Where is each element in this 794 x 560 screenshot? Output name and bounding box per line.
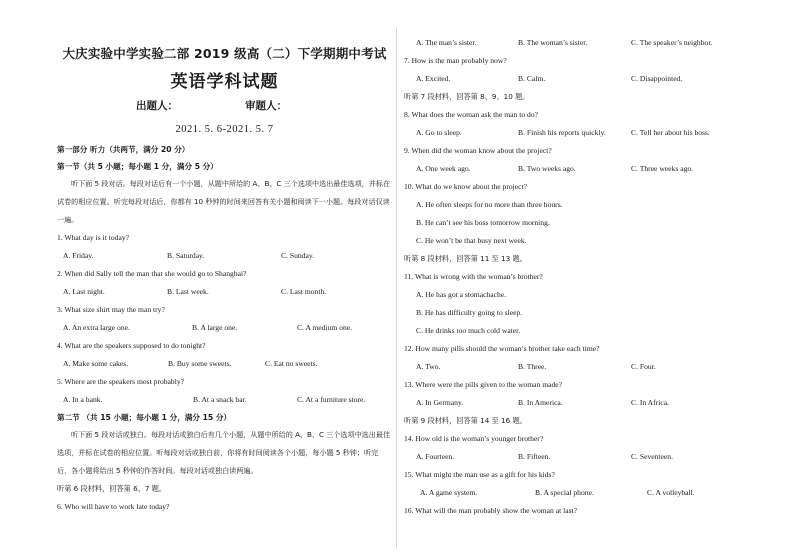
question-14-options	[404, 448, 779, 466]
material-8-instruction: 听第 8 段材料，回答第 11 至 13 题。	[404, 254, 527, 263]
option-b: B. Three.	[518, 362, 547, 371]
question-1-options	[57, 247, 392, 265]
option-c: C. Tell her about his boss.	[631, 128, 710, 137]
question-11-option-c: C. He drinks too much cold water.	[416, 326, 521, 335]
option-b: B. Two weeks ago.	[518, 164, 576, 173]
option-c: C. Sunday.	[281, 251, 315, 260]
question-11-option-b: B. He has difficulty going to sleep.	[416, 308, 523, 317]
column-divider	[396, 28, 397, 548]
question-2-options	[57, 283, 392, 301]
material-9-instruction: 听第 9 段材料，回答第 14 至 16 题。	[404, 416, 527, 425]
question-10-option-c: C. He won’t be that busy next week.	[416, 236, 527, 245]
question-16: 16. What will the man probably show the woman at last?	[404, 506, 578, 515]
question-10-option-b: B. He can’t see his boss tomorrow morning.	[416, 218, 550, 227]
option-c: C. Disappointed.	[631, 74, 683, 83]
option-a: A. Friday.	[63, 251, 94, 260]
option-b: B. Last week.	[167, 287, 209, 296]
question-15-options	[404, 484, 779, 502]
option-a: A. Two.	[416, 362, 441, 371]
section2-heading: 第二节 （共 15 小题；每小题 1 分，满分 15 分）	[57, 413, 232, 422]
question-13-options	[404, 394, 779, 412]
question-8: 8. What does the woman ask the man to do?	[404, 110, 538, 119]
question-7: 7. How is the man probably now?	[404, 56, 507, 65]
option-b: B. Finish his reports quickly.	[518, 128, 606, 137]
option-a: A. Make some cakes.	[63, 359, 129, 368]
option-c: C. Eat no sweets.	[265, 359, 318, 368]
question-12-options	[404, 358, 779, 376]
option-b: B. A large one.	[192, 323, 238, 332]
option-c: C. Last month.	[281, 287, 327, 296]
question-6-options	[404, 34, 779, 52]
option-c: C. At a furniture store.	[297, 395, 366, 404]
option-a: A. One week ago.	[416, 164, 471, 173]
option-b: B. Fifteen.	[518, 452, 551, 461]
question-2: 2. When did Sally tell the man that she would go to Shanghai?	[57, 269, 247, 278]
option-a: A. A game system.	[420, 488, 478, 497]
question-8-options	[404, 124, 779, 142]
question-10-option-a: A. He often sleeps for no more than three hours.	[416, 200, 563, 209]
material-6-instruction: 听第 6 段材料，回答第 6、7 题。	[57, 484, 167, 493]
question-13: 13. Where were the pills given to the woman made?	[404, 380, 563, 389]
option-a: A. In Germany.	[416, 398, 464, 407]
question-1: 1. What day is it today?	[57, 233, 129, 242]
question-3-options	[57, 319, 392, 337]
option-c: C. A medium one.	[297, 323, 353, 332]
exam-date: 2021. 5. 6-2021. 5. 7	[175, 124, 274, 135]
option-c: C. In Africa.	[631, 398, 669, 407]
question-11-option-a: A. He has got a stomachache.	[416, 290, 507, 299]
option-b: B. A special phone.	[535, 488, 594, 497]
question-15: 15. What might the man use as a gift for his kids?	[404, 470, 555, 479]
option-b: B. Buy some sweets.	[168, 359, 232, 368]
section2-instructions: 听下面 5 段对话或独白。每段对话或独白后有几个小题，从题中所给的 A、B、C 三个选项中选出最佳选项，并标在试卷的相应位置。听每段对话或独白前，你将有时间阅读各个小题，每小题 5 秒钟；听完后，各小题将给出 5 秒钟的作答时间。每段对话或独白读两遍。	[57, 430, 391, 475]
question-4-options	[57, 355, 392, 373]
question-6: 6. Who will have to work late today?	[57, 502, 170, 511]
question-9-options	[404, 160, 779, 178]
option-a: A. An extra large one.	[63, 323, 130, 332]
exam-subtitle: 英语学科试题	[170, 72, 279, 92]
option-b: B. The woman’s sister.	[518, 38, 588, 47]
question-4: 4. What are the speakers supposed to do tonight?	[57, 341, 206, 350]
author-label: 出题人：	[136, 100, 178, 112]
option-a: A. Go to sleep.	[416, 128, 462, 137]
question-9: 9. When did the woman know about the project?	[404, 146, 552, 155]
option-b: B. At a snack bar.	[193, 395, 247, 404]
left-column	[57, 34, 392, 516]
option-a: A. Last night.	[63, 287, 105, 296]
right-column	[404, 34, 779, 520]
option-c: C. Seventeen.	[631, 452, 673, 461]
option-b: B. Saturday.	[167, 251, 205, 260]
reviewer-label: 审题人：	[245, 100, 287, 112]
question-5-options	[57, 391, 392, 409]
option-a: A. The man’s sister.	[416, 38, 477, 47]
question-5: 5. Where are the speakers most probably?	[57, 377, 185, 386]
exam-title: 大庆实验中学实验二部 2019 级高（二）下学期期中考试	[62, 46, 387, 61]
question-12: 12. How many pills should the woman’s brother take each time?	[404, 344, 600, 353]
question-7-options	[404, 70, 779, 88]
part1-heading: 第一部分 听力（共两节，满分 20 分）	[57, 145, 190, 154]
question-14: 14. How old is the woman’s younger brother?	[404, 434, 544, 443]
option-b: B. Calm.	[518, 74, 546, 83]
option-c: C. The speaker’s neighbor.	[631, 38, 713, 47]
option-c: C. A volleyball.	[647, 488, 695, 497]
question-11: 11. What is wrong with the woman’s brother?	[404, 272, 543, 281]
option-c: C. Three weeks ago.	[631, 164, 694, 173]
option-a: A. Fourteen.	[416, 452, 455, 461]
section1-heading: 第一节（共 5 小题；每小题 1 分，满分 5 分）	[57, 162, 218, 171]
question-10: 10. What do we know about the project?	[404, 182, 528, 191]
option-c: C. Four.	[631, 362, 656, 371]
question-3: 3. What size shirt may the man try?	[57, 305, 165, 314]
option-b: B. In America.	[518, 398, 563, 407]
material-7-instruction: 听第 7 段材料，回答第 8、9、10 题。	[404, 92, 530, 101]
authors-line	[57, 98, 392, 114]
section1-instructions: 听下面 5 段对话。每段对话后有一个小题，从题中所给的 A、B、C 三个选项中选出最佳选项，并标在试卷的相应位置。听完每段对话后，你都有 10 秒钟的时间来回答有关小题和阅读下一小题。每段对话仅读一遍。	[57, 179, 391, 224]
option-a: A. Excited.	[416, 74, 451, 83]
option-a: A. In a bank.	[63, 395, 103, 404]
